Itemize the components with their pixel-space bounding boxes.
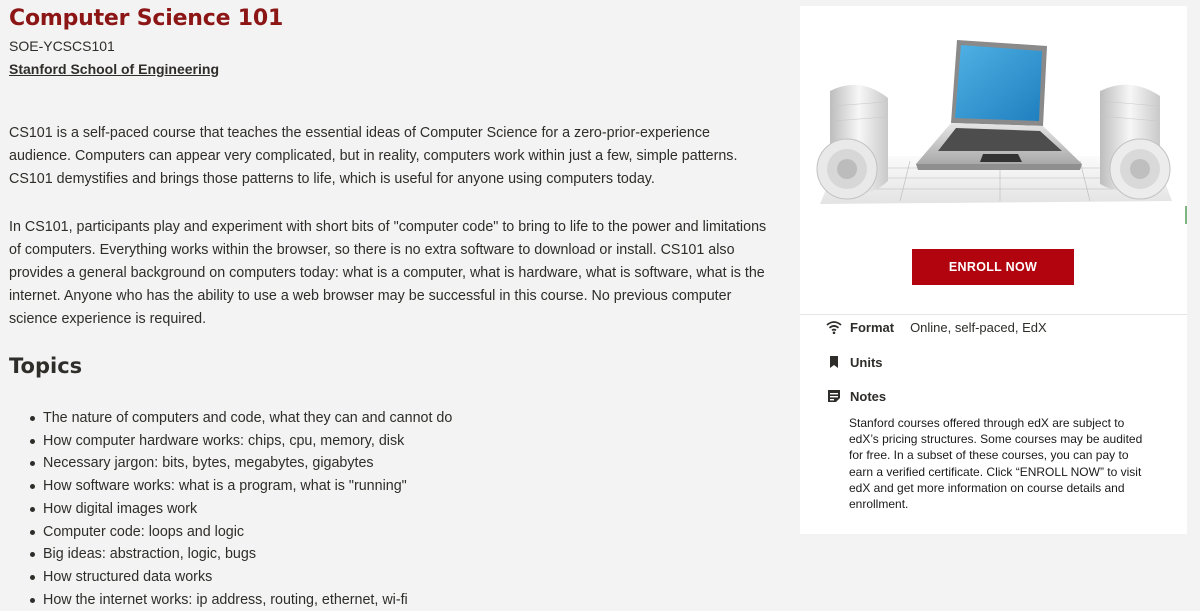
sidebar-divider xyxy=(800,314,1187,315)
list-item: How structured data works xyxy=(9,566,452,589)
list-item: Computer code: loops and logic xyxy=(9,521,452,544)
list-item: How software works: what is a program, what is "running" xyxy=(9,475,452,498)
course-description-2: In CS101, participants play and experiment with short bits of "computer code" to bring to life to the power and limitations of computers. Everything works within the browser, so there is no extra software to download or install. CS101 also provides a general background on computers today: what is a computer, what is hardware, what is software, what is the internet. Anyone who has the ability to use a web browser may be successful in this course. No previous computer science experience is required. xyxy=(9,219,767,327)
course-sidebar xyxy=(800,6,1187,534)
laptop-blueprint-illustration xyxy=(800,6,1187,224)
format-value: Online, self-paced, EdX xyxy=(910,319,1047,335)
list-item: How computer hardware works: chips, cpu, memory, disk xyxy=(9,430,452,453)
course-description-1: CS101 is a self-paced course that teaches the essential ideas of Computer Science for a zero-prior-experience audience. Computers can appear very complicated, but in reality, computers work within just a few, simple patterns. CS101 demystifies and brings those patterns to life, which is useful for anyone using computers today. xyxy=(9,125,738,187)
list-item: Big ideas: abstraction, logic, bugs xyxy=(9,543,452,566)
list-item: Necessary jargon: bits, bytes, megabytes, gigabytes xyxy=(9,452,452,475)
course-code: SOE-YCSCS101 xyxy=(9,38,115,54)
notes-icon xyxy=(826,388,842,404)
hero-accent-line xyxy=(1185,206,1187,224)
topics-list xyxy=(9,407,452,611)
format-label: Format xyxy=(850,319,895,335)
wifi-icon xyxy=(826,319,842,335)
list-item: The nature of computers and code, what they can and cannot do xyxy=(9,407,452,430)
course-hero-image xyxy=(800,6,1187,224)
units-row xyxy=(826,354,883,370)
units-label: Units xyxy=(850,354,883,370)
bookmark-icon xyxy=(826,354,842,370)
school-link[interactable]: Stanford School of Engineering xyxy=(9,61,219,77)
list-item: How digital images work xyxy=(9,498,452,521)
topics-heading: Topics xyxy=(9,354,83,378)
enroll-now-button[interactable]: ENROLL NOW xyxy=(912,249,1074,285)
notes-row xyxy=(826,388,886,404)
course-title: Computer Science 101 xyxy=(9,6,284,31)
list-item: How the internet works: ip address, routing, ethernet, wi-fi xyxy=(9,589,452,611)
notes-label: Notes xyxy=(850,388,887,404)
format-row xyxy=(826,319,1047,335)
notes-text: Stanford courses offered through edX are subject to edX’s pricing structures. Some courses may be audited for free. In a subset of these courses, you can pay to earn a verified certificate. Click “ENROLL NOW” to visit edX and get more information on course details and enrollment. xyxy=(849,416,1143,512)
